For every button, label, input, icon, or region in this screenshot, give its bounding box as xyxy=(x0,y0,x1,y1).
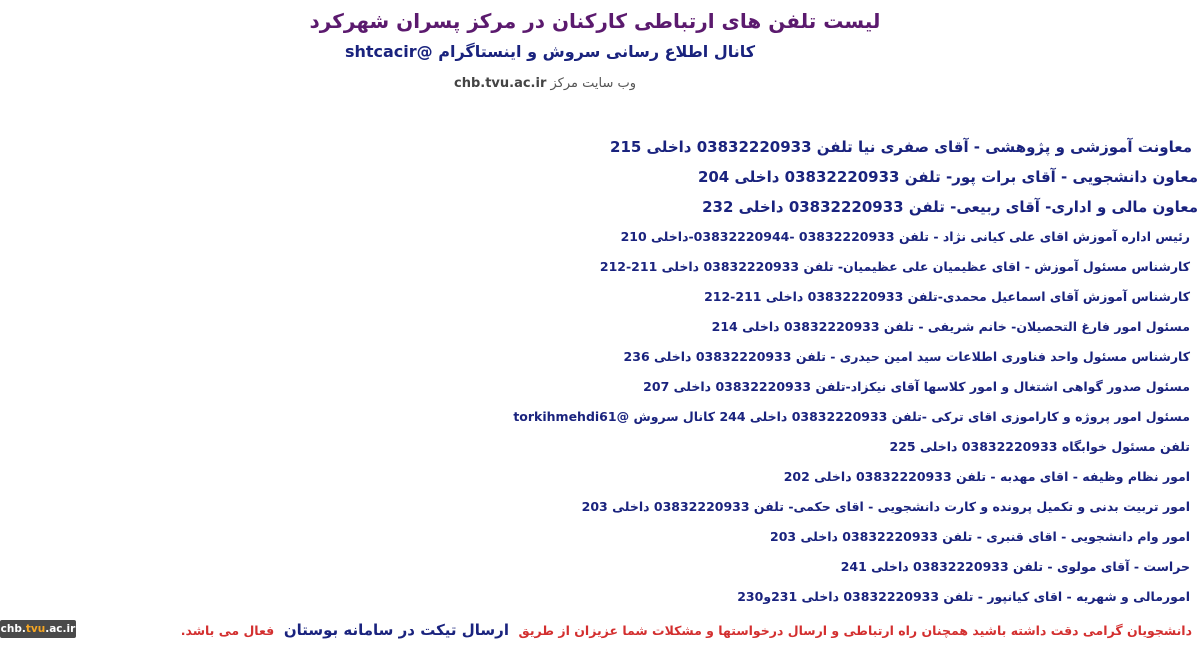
website-line xyxy=(0,74,1200,94)
contact-row: کارشناس مسئول آموزش - اقای عظیمیان علی عظیمیان- تلفن 03832220933 داخلی 211-212 xyxy=(599,259,1190,274)
channel-info: کانال اطلاع رسانی سروش و اینستاگرام @shtcacir xyxy=(344,42,756,61)
header xyxy=(0,6,1200,94)
contact-row: کارشناس مسئول واحد فناوری اطلاعات سید امین حیدری - تلفن 03832220933 داخلی 236 xyxy=(623,349,1190,364)
badge-text-end: .ac.ir xyxy=(45,623,76,635)
contact-list xyxy=(8,132,1198,612)
notice-highlight: ارسال تیکت در سامانه بوستان xyxy=(283,621,509,639)
contact-row-education-deputy: معاونت آموزشی و پژوهشی - آقای صفری نیا تلفن 03832220933 داخلی 215 xyxy=(610,138,1192,156)
contact-row: امور نظام وظیفه - اقای مهدبه - تلفن 03832220933 داخلی 202 xyxy=(783,469,1190,484)
website-label: وب سایت مرکز xyxy=(550,76,637,91)
site-badge[interactable] xyxy=(0,620,76,638)
contact-row: مسئول امور فارغ التحصیلان- خانم شریفی - تلفن 03832220933 داخلی 214 xyxy=(711,319,1190,334)
contact-row-finance-deputy: معاون مالی و اداری- آقای ربیعی- تلفن 03832220933 داخلی 232 xyxy=(702,198,1198,216)
contact-row: امور وام دانشجویی - اقای قنبری - تلفن 03832220933 داخلی 203 xyxy=(770,529,1190,544)
notice-text-start: دانشجویان گرامی دقت داشته باشید همچنان راه ارتباطی و ارسال درخواستها و مشکلات شما عزیزان از طریق xyxy=(518,623,1192,638)
contact-row: مسئول صدور گواهی اشتغال و امور کلاسها آقای نیکزاد-تلفن 03832220933 داخلی 207 xyxy=(643,379,1190,394)
contact-row: مسئول امور پروژه و کاراموزی اقای ترکی -تلفن 03832220933 داخلی 244 کانال سروش @torkihmehdi61 xyxy=(513,409,1190,424)
contact-row: تلفن مسئول خوابگاه 03832220933 داخلی 225 xyxy=(889,439,1190,454)
contact-row: کارشناس آموزش آقای اسماعیل محمدی-تلفن 03832220933 داخلی 211-212 xyxy=(704,289,1190,304)
contact-row: امور تربیت بدنی و تکمیل پرونده و کارت دانشجویی - اقای حکمی- تلفن 03832220933 داخلی 203 xyxy=(581,499,1190,514)
notice-text-end: فعال می باشد. xyxy=(180,623,275,638)
page-title: لیست تلفن های ارتباطی کارکنان در مرکز پسران شهرکرد xyxy=(309,9,881,33)
badge-text-main: chb. xyxy=(0,623,26,635)
contact-row-student-deputy: معاون دانشجویی - آقای برات پور- تلفن 03832220933 داخلی 204 xyxy=(697,168,1198,186)
contact-row: حراست - آقای مولوی - تلفن 03832220933 داخلی 241 xyxy=(840,559,1190,574)
footer-notice xyxy=(181,620,1192,639)
contact-row: امورمالی و شهریه - اقای کیانپور - تلفن 03832220933 داخلی 231و230 xyxy=(737,589,1190,604)
contact-row: رئیس اداره آموزش اقای علی کیانی نژاد - تلفن 03832220933 -03832220944-داخلی 210 xyxy=(620,229,1190,244)
website-url[interactable]: chb.tvu.ac.ir xyxy=(453,76,547,91)
badge-text-accent: tvu xyxy=(25,623,46,635)
